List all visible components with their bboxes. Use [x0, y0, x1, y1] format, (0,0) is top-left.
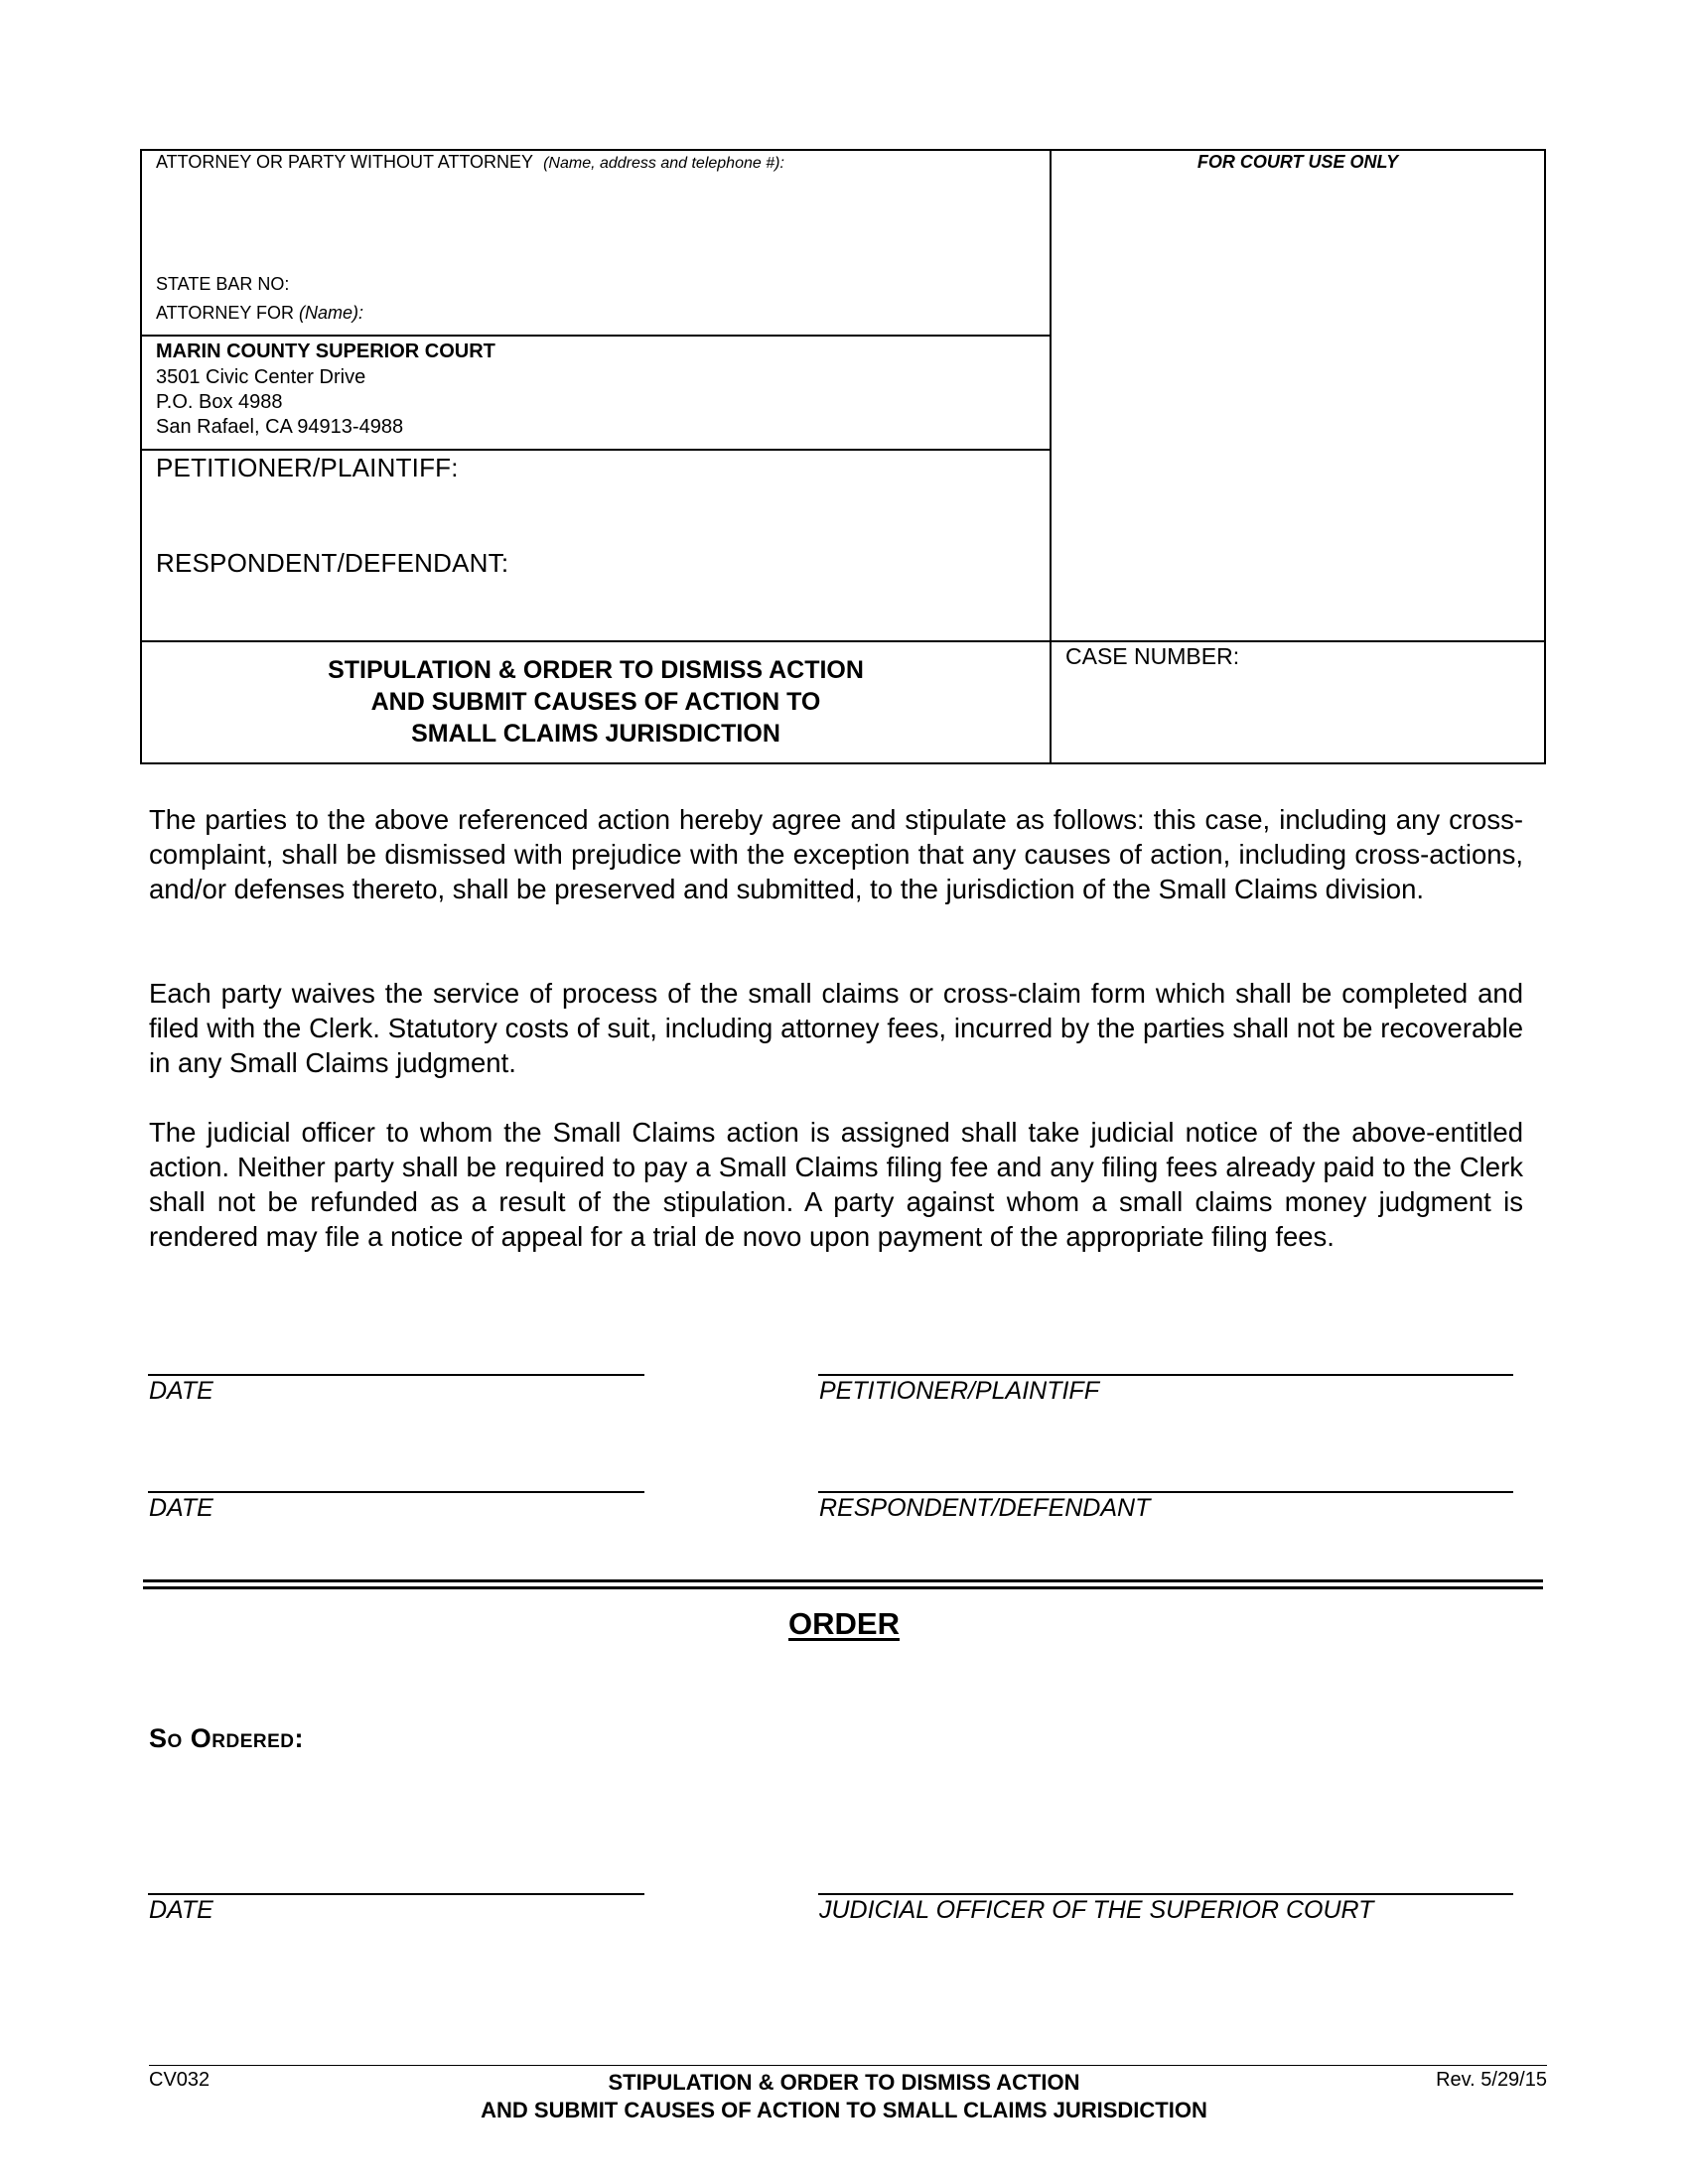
petitioner-label: PETITIONER/PLAINTIFF:	[156, 453, 459, 482]
respondent-signature-line	[818, 1491, 1513, 1493]
attorney-hint: (Name, address and telephone #):	[543, 155, 784, 172]
order-date-line	[148, 1893, 644, 1895]
date-line-1	[148, 1374, 644, 1376]
court-section-divider	[140, 449, 1051, 451]
respondent-signature-label: RESPONDENT/DEFENDANT	[819, 1494, 1151, 1522]
attorney-label-text: ATTORNEY OR PARTY WITHOUT ATTORNEY	[156, 152, 534, 172]
date-line-2	[148, 1491, 644, 1493]
footer-title	[348, 2069, 1340, 2124]
attorney-label	[156, 151, 784, 175]
revision-date: Rev. 5/29/15	[1436, 2069, 1547, 2091]
footer-title-line-1: STIPULATION & ORDER TO DISMISS ACTION	[608, 2070, 1080, 2095]
footer-rule	[149, 2065, 1547, 2066]
court-address-line-2: P.O. Box 4988	[156, 391, 283, 413]
date-label-1: DATE	[149, 1377, 213, 1405]
order-date-label: DATE	[149, 1896, 213, 1924]
title-section-divider	[140, 640, 1546, 642]
stipulation-paragraph-3: The judicial officer to whom the Small Claims action is assigned shall take judicial notice of the above-entitled action. Neither party shall be required to pay a Small Claims filing fee and any filing fees already paid to the Clerk shall not be refunded as a result of the stipulation. A party against whom a small claims money judgment is rendered may file a notice of appeal for a trial de novo upon payment of the appropriate filing fees.	[149, 1117, 1523, 1252]
judicial-officer-signature-line	[818, 1893, 1513, 1895]
order-divider-bottom	[143, 1586, 1543, 1589]
form-number: CV032	[149, 2069, 211, 2091]
form-title-line-1: STIPULATION & ORDER TO DISMISS ACTION	[328, 656, 864, 684]
attorney-section-divider	[140, 335, 1051, 337]
respondent-label: RESPONDENT/DEFENDANT:	[156, 548, 509, 578]
attorney-for-text: ATTORNEY FOR	[156, 303, 295, 323]
court-name: MARIN COUNTY SUPERIOR COURT	[156, 341, 495, 362]
court-address-line-1: 3501 Civic Center Drive	[156, 366, 366, 388]
date-label-2: DATE	[149, 1494, 213, 1522]
caption-divider	[1050, 149, 1052, 764]
judicial-officer-label: JUDICIAL OFFICER OF THE SUPERIOR COURT	[819, 1896, 1374, 1924]
footer-title-line-2: AND SUBMIT CAUSES OF ACTION TO SMALL CLAIMS JURISDICTION	[481, 2098, 1207, 2122]
case-number-label: CASE NUMBER:	[1065, 643, 1240, 669]
stipulation-paragraph-1: The parties to the above referenced action hereby agree and stipulate as follows: this case, including any cross-complaint, shall be dismissed with prejudice with the exception that any causes of action, including cross-actions, and/or defenses thereto, shall be preserved and submitted, to the jurisdiction of the Small Claims division.	[149, 804, 1523, 904]
petitioner-signature-label: PETITIONER/PLAINTIFF	[819, 1377, 1099, 1405]
stipulation-paragraph-2: Each party waives the service of process of the small claims or cross-claim form which shall be completed and filed with the Clerk. Statutory costs of suit, including attorney fees, incurred by the parties shall not be recoverable in any Small Claims judgment.	[149, 978, 1523, 1078]
order-heading: ORDER	[788, 1606, 900, 1641]
form-title	[142, 654, 1050, 750]
state-bar-label: STATE BAR NO:	[156, 274, 290, 294]
court-address-line-3: San Rafael, CA 94913-4988	[156, 416, 404, 438]
attorney-for-label	[156, 302, 363, 325]
attorney-for-hint: (Name):	[299, 303, 364, 323]
so-ordered-label: So Ordered:	[149, 1723, 305, 1753]
petitioner-signature-line	[818, 1374, 1513, 1376]
form-title-line-2: AND SUBMIT CAUSES OF ACTION TO	[370, 688, 821, 716]
form-title-line-3: SMALL CLAIMS JURISDICTION	[411, 720, 780, 748]
order-divider-top	[143, 1579, 1543, 1582]
court-use-label: FOR COURT USE ONLY	[1196, 152, 1399, 172]
